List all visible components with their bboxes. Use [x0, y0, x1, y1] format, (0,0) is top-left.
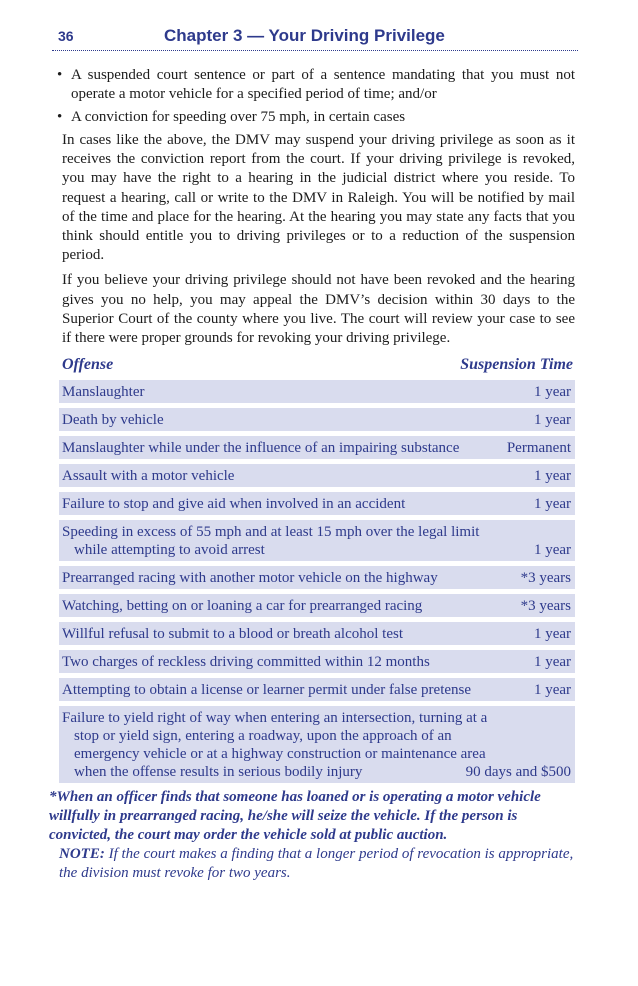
bullet-text: A suspended court sentence or part of a sentence mandating that you must not operate a motor vehicle for a specified period of time; and/or: [71, 67, 575, 102]
table-row: [59, 464, 575, 487]
suspension-time-cell: 1 year: [533, 468, 571, 485]
suspension-time-cell: Permanent: [506, 440, 571, 457]
suspension-time-cell: *3 years: [520, 598, 571, 615]
offense-cell: Failure to stop and give aid when involved in an accident: [62, 496, 406, 513]
offense-cell: Assault with a motor vehicle: [62, 468, 235, 485]
suspension-time-cell: 1 year: [533, 542, 571, 559]
note: [59, 845, 575, 883]
table-row: [59, 594, 575, 617]
offense-cell: Manslaughter while under the influence of an impairing substance: [62, 440, 460, 457]
offense-cell: Watching, betting on or loaning a car for prearranged racing: [62, 598, 423, 615]
table-row: [59, 650, 575, 673]
offense-cell: Attempting to obtain a license or learner permit under false pretense: [62, 682, 472, 699]
footnote: *When an officer finds that someone has loaned or is operating a motor vehicle willfully in prearranged racing, he/she will seize the vehicle. If the person is convicted, the court may order the vehicle sold at public auction.: [49, 789, 541, 844]
table-row: [59, 436, 575, 459]
bullet-text: A conviction for speeding over 75 mph, in certain cases: [71, 109, 406, 125]
table-row: [59, 622, 575, 645]
table-row: [59, 492, 575, 515]
page-content: [49, 66, 575, 883]
suspension-time-cell: 1 year: [533, 384, 571, 401]
offense-table: [57, 380, 575, 783]
page-number: 36: [58, 28, 74, 44]
table-row: [59, 678, 575, 701]
offense-cell: Failure to yield right of way when entering an intersection, turning at a stop or yield sign, entering a roadway, upon the approach of an emergency vehicle or at a highway construction or maintenance area when the offense results in serious bodily injury: [62, 710, 488, 781]
offense-cell: Two charges of reckless driving committed within 12 months: [62, 654, 430, 671]
suspension-time-cell: 1 year: [533, 412, 571, 429]
table-row: [59, 566, 575, 589]
offense-cell: Death by vehicle: [62, 412, 164, 429]
paragraph: In cases like the above, the DMV may suspend your driving privilege as soon as it receives the conviction report from the court. If your driving privilege is revoked, you may have the right to a hearing in the judicial district where you reside. To request a hearing, call or write to the DMV in Raleigh. You will be notified by mail of the time and place for the hearing. At the hearing you may state any facts that you think should entitle you to driving privileges or to a reduction of the suspension period.: [62, 132, 575, 264]
offense-cell: Speeding in excess of 55 mph and at least 15 mph over the legal limit while attempting to avoid arrest: [62, 524, 480, 559]
table-header: [62, 356, 575, 378]
suspension-time-cell: *3 years: [520, 570, 571, 587]
bullet-item: • A suspended court sentence or part of a sentence mandating that you must not operate a motor vehicle for a specified period of time; and/or: [57, 67, 575, 102]
paragraph: If you believe your driving privilege should not have been revoked and the hearing gives you no help, you may appeal the DMV’s decision within 30 days to the Superior Court of the county where you live. The court will review your case to see if there were proper grounds for revoking your driving privilege.: [62, 272, 575, 347]
table-row: [59, 706, 575, 783]
col-time-header: Suspension Time: [460, 356, 573, 374]
chapter-title: Chapter 3 — Your Driving Privilege: [164, 26, 445, 45]
offense-cell: Manslaughter: [62, 384, 145, 401]
suspension-time-cell: 1 year: [533, 626, 571, 643]
col-offense-header: Offense: [62, 356, 114, 374]
suspension-time-cell: 1 year: [533, 654, 571, 671]
suspension-time-cell: 1 year: [533, 496, 571, 513]
note-label: NOTE:: [59, 846, 105, 863]
suspension-time-cell: 1 year: [533, 682, 571, 699]
note-text: If the court makes a finding that a longer period of revocation is appropriate, the division must revoke for two years.: [59, 846, 574, 882]
table-row: [59, 380, 575, 403]
table-row: [59, 520, 575, 561]
page-header: [52, 24, 578, 51]
offense-cell: Willful refusal to submit to a blood or breath alcohol test: [62, 626, 403, 643]
bullet-item: • A conviction for speeding over 75 mph, in certain cases: [57, 109, 406, 125]
table-row: [59, 408, 575, 431]
suspension-time-cell: 90 days and $500: [465, 764, 571, 781]
offense-cell: Prearranged racing with another motor vehicle on the highway: [62, 570, 438, 587]
